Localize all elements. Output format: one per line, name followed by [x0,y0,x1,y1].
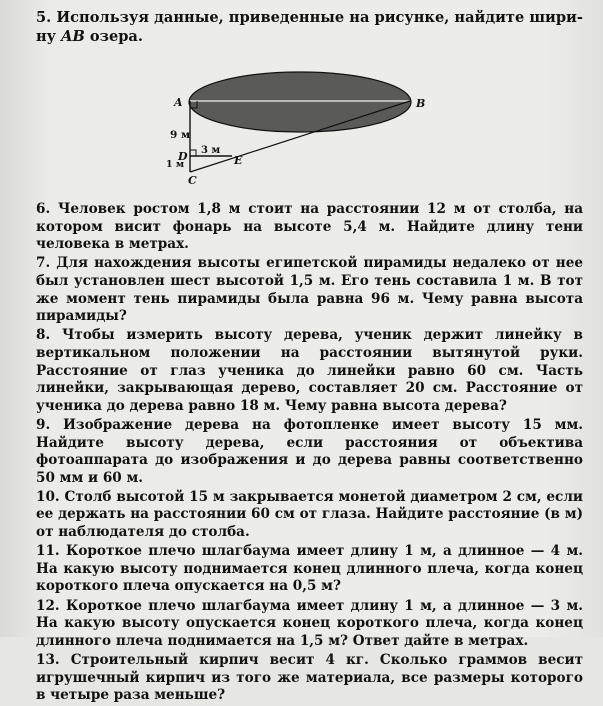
problem-number: 8. [36,327,51,344]
problem-text: Используя данные, приведенные на рисунке, найдите шири- [56,9,583,26]
problem-text: Для нахождения высоты египетской пирамиды недалеко от нее был установлен шест высотой 1,5 м. Его тень составила 1 м. В тот же момент тень пирамиды была равна 96 м. Чему равна высота пирамиды? [36,255,583,325]
segment-variable: AB [61,28,85,45]
problem-text: Короткое плечо шлагбаума имеет длину 1 м, а длинное — 3 м. На какую высоту опускается конец короткого плеча, когда конец длинного плеча поднимается на 1,5 м? Ответ дайте в метрах. [36,597,583,649]
problem-item [36,652,583,705]
problem-number: 6. [36,201,51,217]
problem-5 [36,8,591,46]
problem-text: Короткое плечо шлагбаума имеет длину 1 м, а длинное — 4 м. На какую высоту поднимается конец длинного плеча, когда конец короткого плеча опускается на 0,5 м? [36,543,583,595]
problem-number: 13. [36,652,60,668]
problem-number: 5. [36,9,52,26]
problem-text: Строительный кирпич весит 4 кг. Сколько граммов весит игрушечный кирпич из того же материала, все размеры которого в четыре раза меньше? [36,652,584,704]
problem-text: Чтобы измерить высоту дерева, ученик держит линейку в вертикальном положении на расстоянии вытянутой руки. Расстояние от глаз ученика до линейки равно 60 см. Часть линейки, закрывающая дерево, составляет 20 см. Расстояние от ученика до дерева равно 18 м. Чему равна высота дерева? [36,327,583,414]
right-angle-d [190,150,196,156]
problem-number: 10. [36,488,60,505]
problem-number: 7. [36,255,51,272]
label-b: B [416,97,426,110]
label-a: A [174,96,183,109]
problem-number: 12. [36,597,60,614]
label-3m: 3 м [201,145,221,156]
problem-item [36,417,583,487]
problem-item [36,489,583,542]
label-c: C [188,174,197,185]
problem-list [36,201,583,706]
label-9m: 9 м [170,129,191,141]
problem-item [36,255,583,325]
problem-text: Человек ростом 1,8 м стоит на расстоянии 12 м от столба, на котором висит фонарь на высоте 5,4 м. Найдите длину тени человека в метрах. [36,201,584,253]
lake-figure [160,70,440,185]
problem-item [36,201,583,254]
problem-number: 9. [36,416,51,433]
problem-item [36,543,583,596]
problem-text: Столб высотой 15 м закрывается монетой диаметром 2 см, если ее держать на расстоянии 60 см от глаза. Найдите расстояние (в м) от наблюдателя до столба. [36,488,583,541]
problem-number: 11. [36,543,60,560]
problem-text-continued: ну [36,28,57,45]
label-1m: 1 м [166,159,185,170]
label-d: D [178,150,188,163]
problem-text: Изображение дерева на фотопленке имеет высоту 15 мм. Найдите высоту дерева, если расстояния от объектива фотоаппарата до изображения и до дерева равны соответственно 50 мм и 60 м. [36,416,584,486]
problem-text-end: озера. [89,28,143,45]
label-e: E [234,154,243,167]
lake-ellipse [189,72,411,132]
problem-item [36,327,583,415]
problem-item [36,598,583,651]
